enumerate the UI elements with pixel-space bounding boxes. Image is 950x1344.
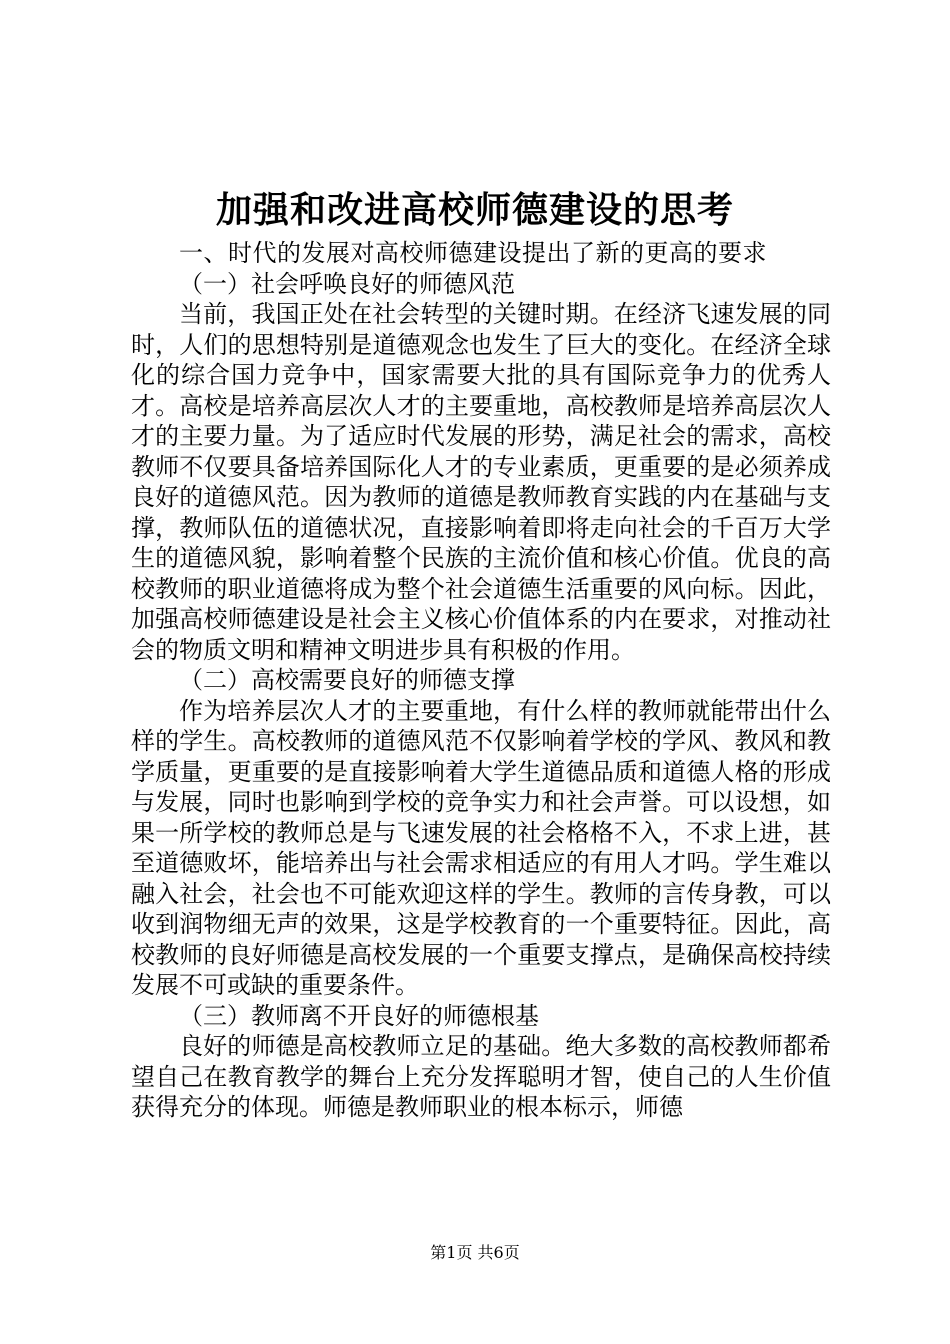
paragraph-1: 当前，我国正处在社会转型的关键时期。在经济飞速发展的同时，人们的思想特别是道德观念也发生了巨大的变化。在经济全球化的综合国力竞争中，国家需要大批的具有国际竞争力的优秀人才。高校是培养高层次人才的主要重地，高校教师是培养高层次人才的主要力量。为了适应时代发展的形势，满足社会的需求，高校教师不仅要具备培养国际化人才的专业素质，更重要的是必须养成良好的道德风范。因为教师的道德是教师教育实践的内在基础与支撑，教师队伍的道德状况，直接影响着即将走向社会的千百万大学生的道德风貌，影响着整个民族的主流价值和核心价值。优良的高校教师的职业道德将成为整个社会道德生活重要的风向标。因此，加强高校师德建设是社会主义核心价值体系的内在要求，对推动社会的物质文明和精神文明进步具有积极的作用。 [131,300,831,664]
document-title: 加强和改进高校师德建设的思考 [215,189,734,231]
sub-heading-2: （二）高校需要良好的师德支撑 [179,666,515,694]
sub-heading-3: （三）教师离不开良好的师德根基 [179,1001,539,1030]
document-body [131,238,831,1123]
page-number-footer: 第1页 共6页 [430,1243,520,1262]
sub-heading-1: （一）社会呼唤良好的师德风范 [179,269,515,298]
paragraph-3: 良好的师德是高校教师立足的基础。绝大多数的高校教师都希望自己在教育教学的舞台上充分发挥聪明才智，使自己的人生价值获得充分的体现。师德是教师职业的根本标示，师德 [131,1032,831,1121]
section-heading: 一、时代的发展对高校师德建设提出了新的更高的要求 [179,239,767,267]
paragraph-2: 作为培养层次人才的主要重地，有什么样的教师就能带出什么样的学生。高校教师的道德风范不仅影响着学校的学风、教风和教学质量，更重要的是直接影响着大学生道德品质和道德人格的形成与发展，同时也影响到学校的竞争实力和社会声誉。可以设想，如果一所学校的教师总是与飞速发展的社会格格不入，不求上进，甚至道德败坏，能培养出与社会需求相适应的有用人才吗。学生难以融入社会，社会也不可能欢迎这样的学生。教师的言传身教，可以收到润物细无声的效果，这是学校教育的一个重要特征。因此，高校教师的良好师德是高校发展的一个重要支撑点，是确保高校持续发展不可或缺的重要条件。 [131,696,831,999]
